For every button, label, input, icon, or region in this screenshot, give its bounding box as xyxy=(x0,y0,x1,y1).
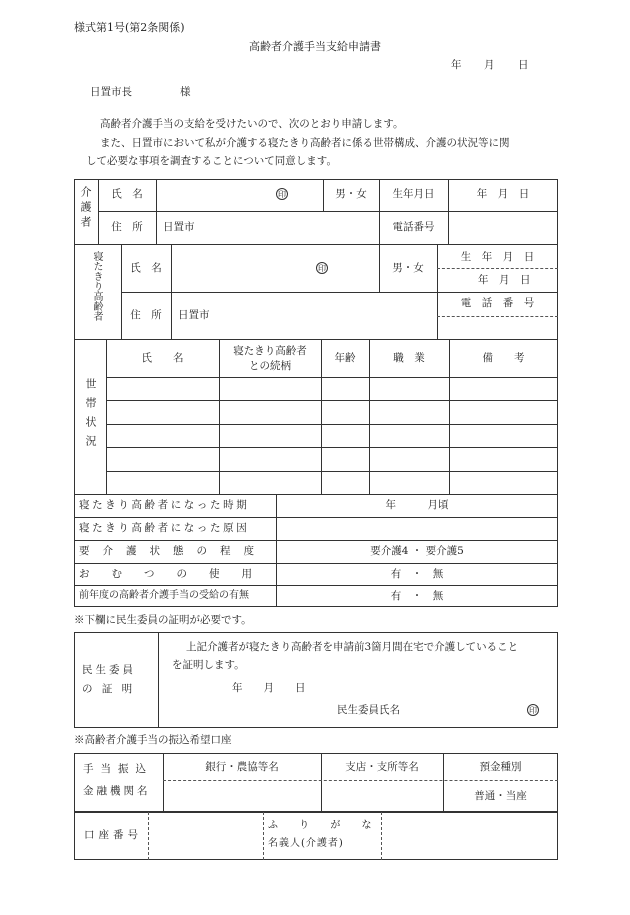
intro-line-3: して必要な事項を調査することについて同意します。 xyxy=(86,155,337,167)
date-day: 日 xyxy=(518,59,529,71)
bedridden-label: 寝たきり高齢者 xyxy=(91,251,102,321)
bedridden-birth-line-1: 生 年 月 日 xyxy=(460,251,535,263)
type-value: 普通・当座 xyxy=(474,790,527,802)
caregiver-address-label: 住 所 xyxy=(111,221,143,233)
commissioner-label-2: の 証 明 xyxy=(82,683,136,695)
intro-line-1: 高齢者介護手当の支給を受けたいので、次のとおり申請します。 xyxy=(100,118,404,130)
bedridden-name-label: 氏 名 xyxy=(130,262,162,274)
commissioner-text-2: を証明します。 xyxy=(172,659,245,671)
account-number-label: 口座番号 xyxy=(84,829,142,841)
bank-label-2: 金融機関名 xyxy=(83,785,151,797)
commissioner-text-1: 上記介護者が寝たきり高齢者を申請前3箇月間在宅で介護していること xyxy=(186,641,519,653)
household-header-relation-1: 寝たきり高齢者 xyxy=(233,345,307,357)
household-header-name: 氏 名 xyxy=(141,352,184,364)
commissioner-date: 年 月 日 xyxy=(232,682,306,694)
account-note: ※高齢者介護手当の振込希望口座 xyxy=(74,734,232,746)
caregiver-phone-label: 電話番号 xyxy=(392,221,435,233)
type-header: 預金種別 xyxy=(479,761,522,773)
household-header-age: 年齢 xyxy=(334,352,356,364)
holder-label: 名義人(介護者) xyxy=(268,838,344,849)
became-time-value: 年 月頃 xyxy=(385,499,449,511)
commissioner-sign-label: 民生委員氏名 xyxy=(337,704,400,716)
prev-value: 有 ・ 無 xyxy=(390,590,444,602)
household-label: 世帯状況 xyxy=(84,378,97,454)
bank-header: 銀行・農協等名 xyxy=(205,761,279,773)
prev-label: 前年度の高齢者介護手当の受給の有無 xyxy=(79,590,249,601)
form-number: 様式第1号(第2条関係) xyxy=(74,21,185,34)
intro-line-2: また、日置市において私が介護する寝たきり高齢者に係る世帯構成、介護の状況等に関 xyxy=(100,137,510,149)
bedridden-birth-line-2: 年 月 日 xyxy=(478,274,531,286)
commissioner-seal-icon: 印 xyxy=(529,706,537,715)
caregiver-seal-icon: 印 xyxy=(278,190,286,199)
addressee-mayor: 日置市長 xyxy=(90,86,132,98)
commissioner-label-1: 民生委員 xyxy=(82,664,136,676)
became-cause-label: 寝たきり高齢者になった原因 xyxy=(79,522,250,534)
household-header-relation-2: との続柄 xyxy=(249,360,291,372)
date-year: 年 xyxy=(451,59,462,71)
care-level-label: 要介護状態の程度 xyxy=(79,545,267,557)
branch-header: 支店・支所等名 xyxy=(345,761,419,773)
bedridden-phone-label: 電 話 番 号 xyxy=(460,297,535,309)
diaper-value: 有 ・ 無 xyxy=(390,568,444,580)
caregiver-birth-label: 生年月日 xyxy=(392,188,435,200)
form-title: 高齢者介護手当支給申請書 xyxy=(249,40,381,53)
diaper-label: おむつの使用 xyxy=(79,568,274,580)
date-month: 月 xyxy=(484,59,495,71)
bedridden-seal-icon: 印 xyxy=(318,264,326,273)
addressee-honorific: 様 xyxy=(180,86,191,98)
bedridden-gender: 男・女 xyxy=(392,262,424,274)
caregiver-gender: 男・女 xyxy=(335,188,367,200)
caregiver-label: 介護者 xyxy=(79,186,92,231)
furigana-label: ふ り が な xyxy=(268,820,381,831)
household-header-job: 職 業 xyxy=(393,352,425,364)
became-time-label: 寝たきり高齢者になった時期 xyxy=(79,499,250,511)
caregiver-birth-value: 年 月 日 xyxy=(476,188,530,200)
caregiver-name-label: 氏 名 xyxy=(111,188,143,200)
bank-label-1: 手当振込 xyxy=(83,763,153,775)
care-level-value: 要介護4 ・ 要介護5 xyxy=(370,545,464,557)
commissioner-note: ※下欄に民生委員の証明が必要です。 xyxy=(74,614,252,626)
bedridden-city: 日置市 xyxy=(178,309,210,321)
household-header-note: 備 考 xyxy=(482,352,525,364)
bedridden-address-label: 住 所 xyxy=(130,309,162,321)
caregiver-city: 日置市 xyxy=(163,221,195,233)
